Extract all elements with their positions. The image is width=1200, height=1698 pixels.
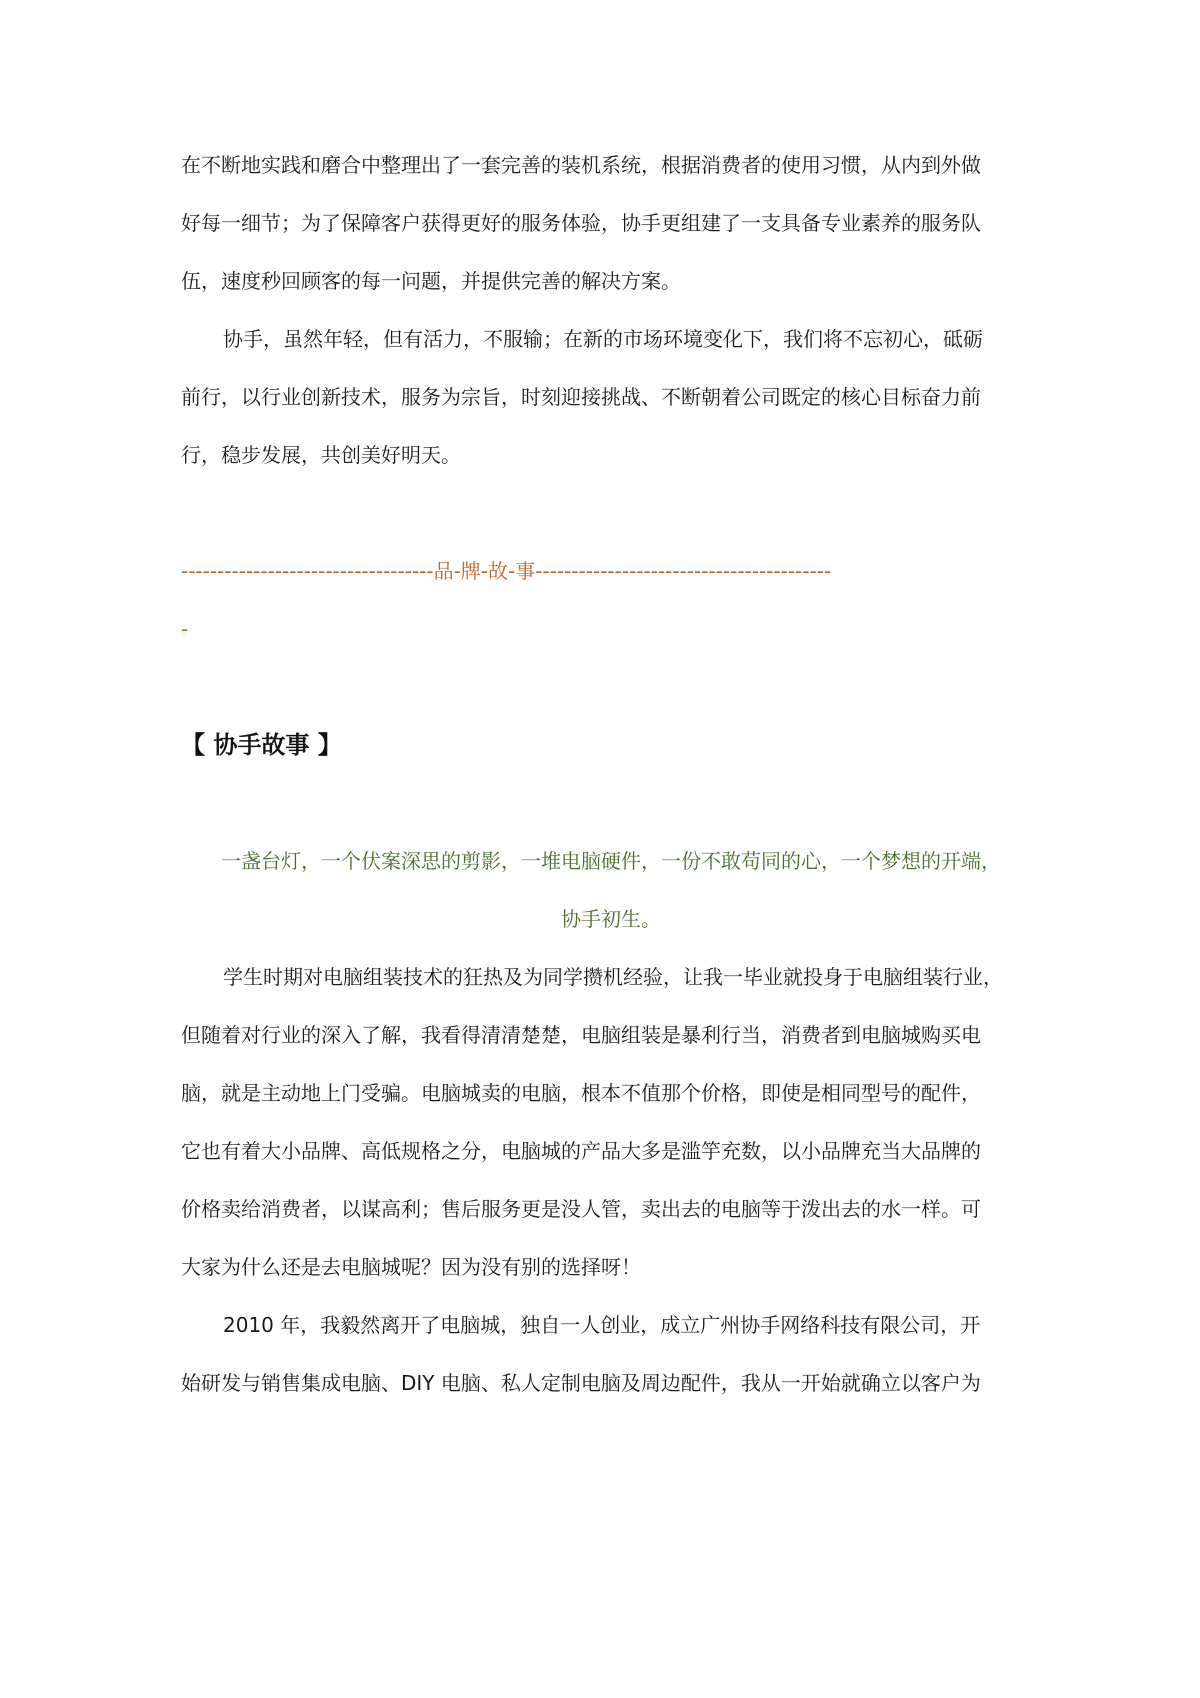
brand-story-divider [181, 556, 1041, 586]
story-line-5: 价格卖给消费者，以谋高利；售后服务更是没人管，卖出去的电脑等于泼出去的水一样。可 [181, 1197, 981, 1221]
divider-label: 品-牌-故-事 [433, 559, 536, 583]
vision-line-3: 行，稳步发展，共创美好明天。 [181, 443, 461, 467]
divider-tail: - [181, 617, 189, 641]
story-line-1: 学生时期对电脑组装技术的狂热及为同学攒机经验，让我一毕业就投身于电脑组装行业， [223, 965, 1003, 989]
section-heading: 【 协手故事 】 [181, 731, 342, 759]
vision-line-2: 前行，以行业创新技术，服务为宗旨，时刻迎接挑战、不断朝着公司既定的核心目标奋力前 [181, 385, 981, 409]
intro-line-2: 好每一细节；为了保障客户获得更好的服务体验，协手更组建了一支具备专业素养的服务队 [181, 211, 981, 235]
story-line-3: 脑，就是主动地上门受骗。电脑城卖的电脑，根本不值那个价格，即使是相同型号的配件， [181, 1081, 981, 1105]
tagline-line-2: 协手初生。 [561, 907, 661, 931]
founding-line-1: 2010 年，我毅然离开了电脑城，独自一人创业，成立广州协手网络科技有限公司，开 [223, 1313, 981, 1337]
divider-right-dashes: ----------------------------------------- [535, 559, 832, 583]
founding-line-2: 始研发与销售集成电脑、DIY 电脑、私人定制电脑及周边配件，我从一开始就确立以客户为 [181, 1371, 981, 1395]
vision-line-1: 协手，虽然年轻，但有活力，不服输；在新的市场环境变化下，我们将不忘初心，砥砺 [223, 327, 983, 351]
story-line-2: 但随着对行业的深入了解，我看得清清楚楚，电脑组装是暴利行当，消费者到电脑城购买电 [181, 1023, 981, 1047]
intro-line-3: 伍，速度秒回顾客的每一问题，并提供完善的解决方案。 [181, 269, 681, 293]
divider-left-dashes: ----------------------------------- [181, 559, 434, 583]
story-line-6: 大家为什么还是去电脑城呢？因为没有别的选择呀！ [181, 1255, 641, 1279]
tagline-line-1: 一盏台灯，一个伏案深思的剪影，一堆电脑硬件，一份不敢苟同的心，一个梦想的开端， [221, 849, 1001, 873]
story-line-4: 它也有着大小品牌、高低规格之分，电脑城的产品大多是滥竽充数，以小品牌充当大品牌的 [181, 1139, 981, 1163]
intro-line-1: 在不断地实践和磨合中整理出了一套完善的装机系统，根据消费者的使用习惯，从内到外做 [181, 153, 981, 177]
